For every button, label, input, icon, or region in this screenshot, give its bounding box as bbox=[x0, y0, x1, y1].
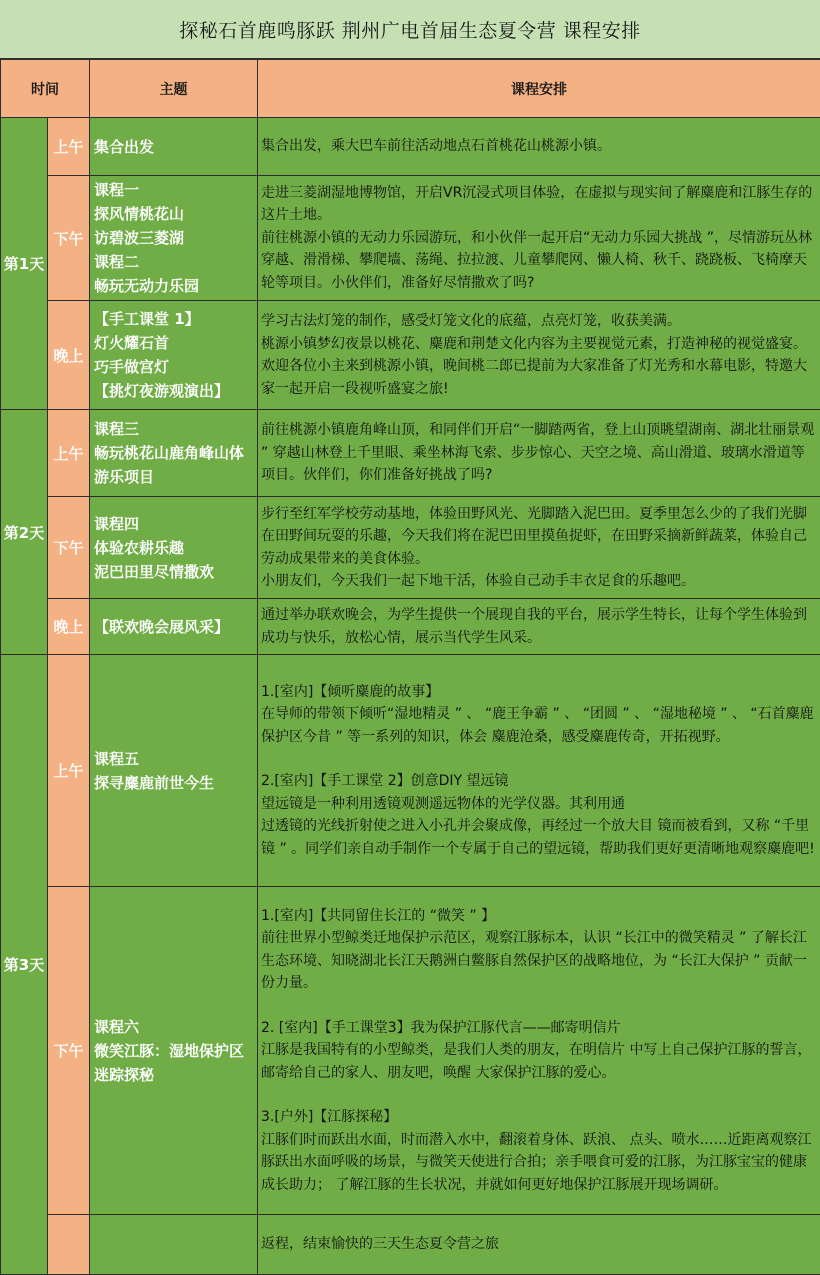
content-cell bbox=[258, 655, 820, 887]
day-label: 第1天 bbox=[1, 118, 48, 410]
topic-line: 畅玩无动力乐园 bbox=[94, 274, 253, 298]
topic-line: 泥巴田里尽情撒欢 bbox=[94, 560, 253, 584]
content-line: 1.[室内]【共同留住长江的 “微笑 ” 】 bbox=[261, 905, 817, 928]
topic-cell bbox=[90, 497, 258, 599]
period-label: 上午 bbox=[48, 118, 90, 176]
period-label: 下午 bbox=[48, 887, 90, 1215]
content-line: 返程，结束愉快的三天生态夏令营之旅 bbox=[261, 1233, 817, 1256]
topic-line: 迷踪探秘 bbox=[94, 1063, 253, 1087]
schedule-header: 课程安排 bbox=[258, 60, 820, 118]
topic-line: 课程五 bbox=[94, 747, 253, 771]
content-line bbox=[261, 1084, 817, 1106]
content-line: 前往世界小型鲸类迁地保护示范区，观察江豚标本，认识 “长江中的微笑精灵 ” 了解长江生态环境、知晓湖北长江天鹅洲白鳖豚自然保护区的战略地位，为 “长江大保护 ” 贡献一份力量。 bbox=[261, 927, 817, 995]
content-line: 前往桃源小镇鹿角峰山顶，和同伴们开启“一脚踏两省，登上山顶眺望湖南、湖北壮丽景观 ” 穿越山林登上千里眼、乘坐林海飞索、步步惊心、天空之境、高山滑道、玻璃水滑道等项目。伙伴们，你们准备好挑战了吗? bbox=[261, 419, 817, 487]
topic-cell bbox=[90, 410, 258, 497]
topic-line: 课程一 bbox=[94, 178, 253, 202]
period-label: 上午 bbox=[48, 410, 90, 497]
period-label: 下午 bbox=[48, 497, 90, 599]
content-cell bbox=[258, 176, 820, 301]
topic-line: 巧手做宫灯 bbox=[94, 355, 253, 379]
content-line: 江豚是我国特有的小型鲸类，是我们人类的朋友，在明信片 中写上自己保护江豚的誓言，邮寄给自己的家人、朋友吧，唤醒 大家保护江豚的爱心。 bbox=[261, 1039, 817, 1084]
content-line: 走进三菱湖湿地博物馆，开启VR沉浸式项目体验，在虚拟与现实间了解麋鹿和江豚生存的这片土地。 bbox=[261, 182, 817, 227]
period-label bbox=[48, 1215, 90, 1275]
table-row bbox=[1, 655, 820, 887]
table-row bbox=[1, 301, 820, 410]
content-line bbox=[261, 995, 817, 1017]
content-line: 步行至红军学校劳动基地，体验田野风光、光脚踏入泥巴田。夏季里怎么少的了我们光脚在田野间玩耍的乐趣，今天我们将在泥巴田里摸鱼捉虾，在田野采摘新鲜蔬菜，体验自己劳动成果带来的美食体验。 bbox=[261, 503, 817, 571]
day-label: 第2天 bbox=[1, 410, 48, 655]
page-title: 探秘石首鹿鸣豚跃 荆州广电首届生态夏令营 课程安排 bbox=[0, 0, 820, 59]
header-row bbox=[1, 60, 820, 118]
period-label: 晚上 bbox=[48, 599, 90, 655]
content-line: 2. [室内]【手工课堂3】我为保护江豚代言——邮寄明信片 bbox=[261, 1017, 817, 1040]
time-header: 时间 bbox=[1, 60, 90, 118]
content-line: 2.[室内]【手工课堂 2】创意DIY 望远镜 bbox=[261, 770, 817, 793]
content-cell bbox=[258, 497, 820, 599]
topic-line: 探寻麋鹿前世今生 bbox=[94, 771, 253, 795]
topic-line: 课程四 bbox=[94, 512, 253, 536]
table-row bbox=[1, 497, 820, 599]
content-cell bbox=[258, 1215, 820, 1275]
period-label: 下午 bbox=[48, 176, 90, 301]
topic-cell bbox=[90, 887, 258, 1215]
content-cell bbox=[258, 410, 820, 497]
topic-cell bbox=[90, 118, 258, 176]
content-line: 望远镜是一种利用透镜观测遥远物体的光学仪器。其利用通 bbox=[261, 793, 817, 816]
topic-line: 探风情桃花山 bbox=[94, 202, 253, 226]
content-line: 过透镜的光线折射使之进入小孔并会聚成像，再经过一个放大目 镜而被看到，又称 “千里镜 ” 。同学们亲自动手制作一个专属于自己的望远镜，帮助我们更好更清晰地观察麋鹿吧! bbox=[261, 815, 817, 860]
content-cell bbox=[258, 301, 820, 410]
table-row bbox=[1, 887, 820, 1215]
topic-cell bbox=[90, 655, 258, 887]
topic-line: 访碧波三菱湖 bbox=[94, 226, 253, 250]
table-row bbox=[1, 1215, 820, 1275]
table-row bbox=[1, 118, 820, 176]
table-row bbox=[1, 410, 820, 497]
content-line: 小朋友们，今天我们一起下地干活，体验自己动手丰衣足食的乐趣吧。 bbox=[261, 570, 817, 593]
topic-cell bbox=[90, 1215, 258, 1275]
content-line: 桃源小镇梦幻夜景以桃花、麋鹿和荆楚文化内容为主要视觉元素，打造神秘的视觉盛宴。欢迎各位小主来到桃源小镇，晚间桃二郎已提前为大家准备了灯光秀和水幕电影，特邀大家一起开启一段视听盛宴之旅! bbox=[261, 333, 817, 401]
topic-line: 【手工课堂 1】 bbox=[94, 307, 253, 331]
topic-line: 游乐项目 bbox=[94, 465, 253, 489]
topic-line: 微笑江豚：湿地保护区 bbox=[94, 1039, 253, 1063]
content-line: 3.[户外]【江豚探秘】 bbox=[261, 1106, 817, 1129]
content-line: 学习古法灯笼的制作，感受灯笼文化的底蕴，点亮灯笼，收获美满。 bbox=[261, 310, 817, 333]
topic-line: 课程三 bbox=[94, 417, 253, 441]
topic-cell bbox=[90, 599, 258, 655]
content-line: 1.[室内]【倾听麋鹿的故事】 bbox=[261, 681, 817, 704]
topic-cell bbox=[90, 176, 258, 301]
period-label: 晚上 bbox=[48, 301, 90, 410]
topic-line: 课程六 bbox=[94, 1015, 253, 1039]
topic-header: 主题 bbox=[90, 60, 258, 118]
content-cell bbox=[258, 599, 820, 655]
topic-line: 体验农耕乐趣 bbox=[94, 536, 253, 560]
topic-line: 畅玩桃花山鹿角峰山体 bbox=[94, 441, 253, 465]
content-cell bbox=[258, 887, 820, 1215]
content-line: 江豚们时而跃出水面，时而潜入水中，翻滚着身体、跃浪、 点头、喷水……近距离观察江豚跃出水面呼吸的场景，与微笑天使进行合拍；亲手喂食可爱的江豚，为江豚宝宝的健康成长助力； 了解江豚的生长状况，并就如何更好地保护江豚展开现场调研。 bbox=[261, 1129, 817, 1197]
topic-line: 集合出发 bbox=[94, 135, 253, 159]
period-label: 上午 bbox=[48, 655, 90, 887]
content-line: 集合出发，乘大巴车前往活动地点石首桃花山桃源小镇。 bbox=[261, 135, 817, 158]
day-label: 第3天 bbox=[1, 655, 48, 1275]
topic-cell bbox=[90, 301, 258, 410]
topic-line: 课程二 bbox=[94, 250, 253, 274]
content-line: 通过举办联欢晚会，为学生提供一个展现自我的平台，展示学生特长，让每个学生体验到成功与快乐，放松心情，展示当代学生风采。 bbox=[261, 604, 817, 649]
content-line: 在导师的带领下倾听“湿地精灵 ” 、 “鹿王争霸 ” 、 “团圆 ” 、 “湿地秘境 ” 、 “石首麋鹿保护区今昔 ” 等一系列的知识，体会 麋鹿沧桑，感受麋鹿传奇，开拓视野。 bbox=[261, 703, 817, 748]
table-row bbox=[1, 176, 820, 301]
content-line bbox=[261, 748, 817, 770]
table-row bbox=[1, 599, 820, 655]
topic-line: 【挑灯夜游观演出】 bbox=[94, 379, 253, 403]
content-line: 前往桃源小镇的无动力乐园游玩，和小伙伴一起开启“无动力乐园大挑战 ”，尽情游玩丛林穿越、滑滑梯、攀爬墙、荡绳、拉拉渡、儿童攀爬网、懒人椅、秋千、跷跷板、飞椅摩天轮等项目。小伙伴们，准备好尽情撒欢了吗? bbox=[261, 227, 817, 295]
topic-line: 【联欢晚会展风采】 bbox=[94, 615, 253, 639]
schedule-table bbox=[0, 59, 820, 1275]
topic-line: 灯火耀石首 bbox=[94, 331, 253, 355]
content-cell bbox=[258, 118, 820, 176]
